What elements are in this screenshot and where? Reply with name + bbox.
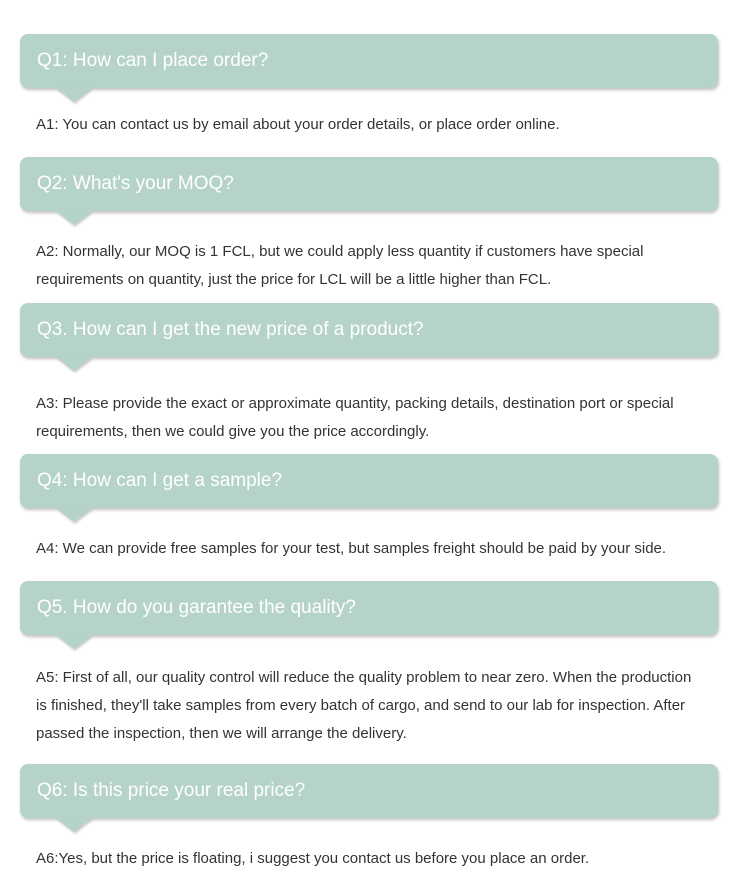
answer-line: A5: First of all, our quality control will reduce the quality problem to near zero. When the production bbox=[36, 669, 692, 686]
question-banner bbox=[20, 34, 718, 88]
question-text: Q3. How can I get the new price of a product? bbox=[37, 319, 424, 340]
question-banner bbox=[20, 303, 718, 357]
answer-line: A6:Yes, but the price is floating, i suggest you contact us before you place an order. bbox=[36, 850, 590, 867]
answer-line: A1: You can contact us by email about your order details, or place order online. bbox=[36, 116, 560, 133]
question-banner bbox=[20, 454, 718, 508]
answer-text bbox=[36, 845, 589, 873]
speech-tail-icon bbox=[56, 818, 92, 832]
speech-tail-icon bbox=[56, 635, 92, 649]
question-text: Q6: Is this price your real price? bbox=[37, 780, 306, 801]
answer-line: A3: Please provide the exact or approximate quantity, packing details, destination port or special bbox=[36, 395, 674, 412]
question-text: Q4: How can I get a sample? bbox=[37, 470, 283, 491]
answer-text bbox=[36, 390, 674, 446]
speech-tail-icon bbox=[56, 508, 92, 522]
answer-line: A4: We can provide free samples for your test, but samples freight should be paid by your side. bbox=[36, 540, 667, 557]
speech-tail-icon bbox=[56, 88, 92, 102]
speech-tail-icon bbox=[56, 211, 92, 225]
question-text: Q5. How do you garantee the quality? bbox=[37, 597, 356, 618]
question-text: Q2: What's your MOQ? bbox=[37, 173, 234, 194]
answer-text bbox=[36, 535, 666, 563]
answer-text bbox=[36, 111, 560, 139]
answer-line: requirements on quantity, just the price for LCL will be a little higher than FCL. bbox=[36, 271, 552, 288]
answer-line: is finished, they'll take samples from every batch of cargo, and send to our lab for inspection. After bbox=[36, 697, 686, 714]
answer-line: requirements, then we could give you the price accordingly. bbox=[36, 423, 430, 440]
answer-line: passed the inspection, then we will arrange the delivery. bbox=[36, 725, 407, 742]
answer-text bbox=[36, 664, 691, 748]
question-banner bbox=[20, 581, 718, 635]
question-banner bbox=[20, 764, 718, 818]
answer-text bbox=[36, 238, 643, 294]
answer-line: A2: Normally, our MOQ is 1 FCL, but we could apply less quantity if customers have special bbox=[36, 243, 644, 260]
question-banner bbox=[20, 157, 718, 211]
question-text: Q1: How can I place order? bbox=[37, 50, 269, 71]
speech-tail-icon bbox=[56, 357, 92, 371]
